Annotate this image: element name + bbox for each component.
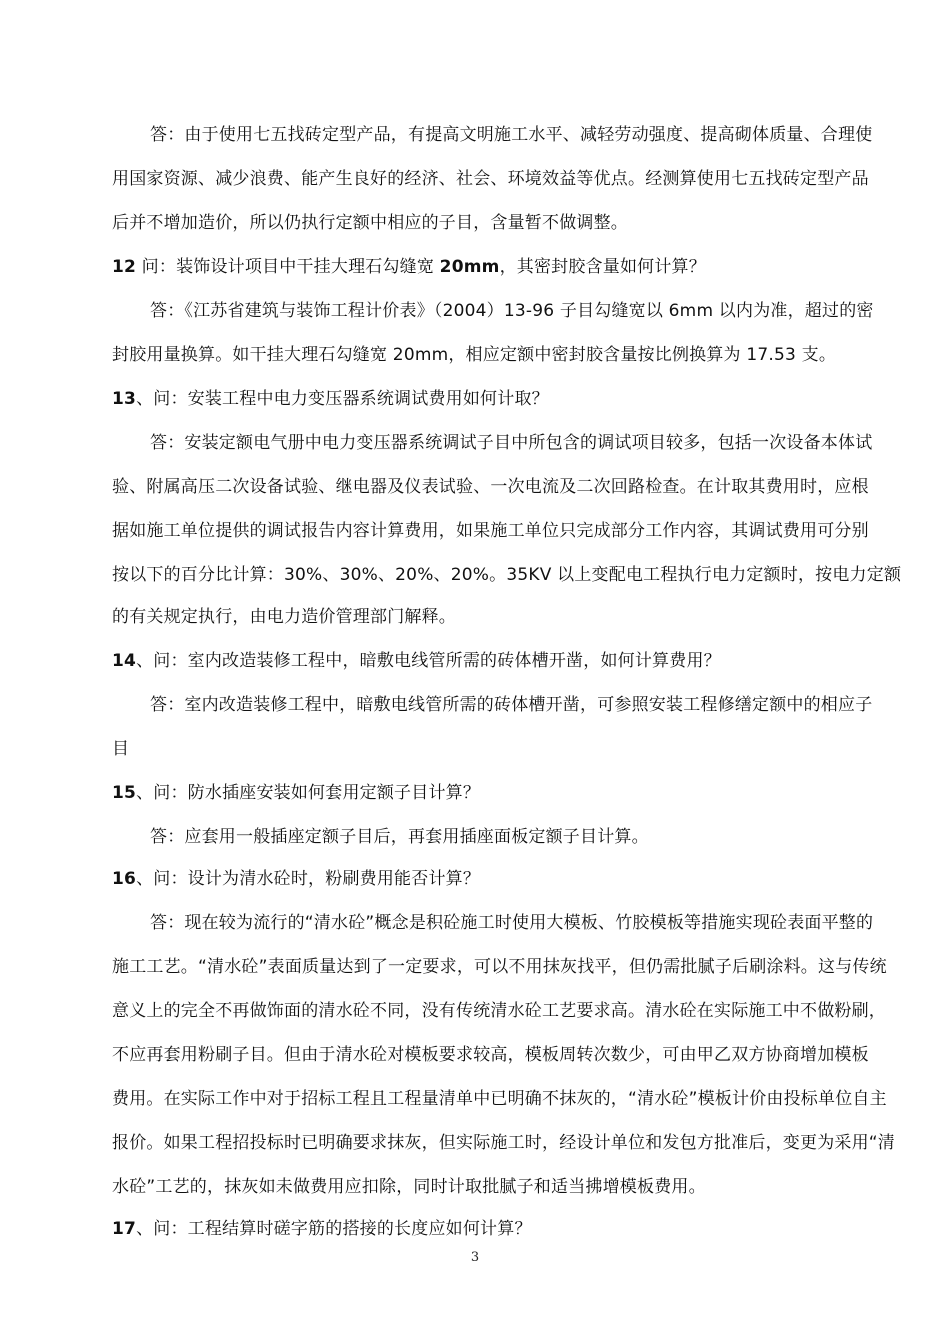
- question-12-text: 问：装饰设计项目中干挂大理石勾缝宽: [136, 257, 440, 277]
- question-14: [112, 650, 862, 672]
- question-12-bold-value: 20mm: [439, 257, 500, 277]
- question-12-text-end: ，其密封胶含量如何计算？: [499, 257, 706, 277]
- answer-13-line-3: 据如施工单位提供的调试报告内容计算费用，如果施工单位只完成部分工作内容，其调试费用可分别: [112, 521, 869, 541]
- question-13: [112, 388, 862, 410]
- answer-14-line-2: 目: [112, 739, 130, 759]
- question-13-number: 13: [112, 389, 137, 409]
- question-14-number: 14: [112, 651, 137, 671]
- answer-11-line-1: 答：由于使用七五找砖定型产品，有提高文明施工水平、减轻劳动强度、提高砌体质量、合理使: [150, 125, 873, 145]
- question-12-number: 12: [112, 257, 137, 277]
- answer-16-line-6: 报价。如果工程招投标时已明确要求抹灰，但实际施工时，经设计单位和发包方批准后，变更为采用“清: [112, 1133, 896, 1153]
- answer-13-line-5: 的有关规定执行，由电力造价管理部门解释。: [112, 607, 456, 627]
- answer-14-line-1: 答：室内改造装修工程中，暗敷电线管所需的砖体槽开凿，可参照安装工程修缮定额中的相应子: [150, 695, 873, 715]
- question-16-text: 、问：设计为清水砼时，粉刷费用能否计算？: [136, 869, 481, 889]
- answer-12-line-2: 封胶用量换算。如干挂大理石勾缝宽 20mm，相应定额中密封胶含量按比例换算为 17.53 支。: [112, 345, 837, 365]
- question-17-text: 、问：工程结算时磋字筋的搭接的长度应如何计算？: [136, 1219, 532, 1239]
- question-17-number: 17: [112, 1219, 137, 1239]
- question-14-text: 、问：室内改造装修工程中，暗敷电线管所需的砖体槽开凿，如何计算费用？: [136, 651, 721, 671]
- question-16: [112, 868, 862, 890]
- question-15-text: 、问：防水插座安装如何套用定额子目计算？: [136, 783, 481, 803]
- answer-16-line-1: 答：现在较为流行的“清水砼”概念是积砼施工时使用大模板、竹胶模板等措施实现砼表面平整的: [150, 913, 874, 933]
- answer-13-line-4: 按以下的百分比计算：30%、30%、20%、20%。35KV 以上变配电工程执行电力定额时，按电力定额: [112, 565, 902, 585]
- question-12: [112, 256, 862, 278]
- answer-16-line-4: 不应再套用粉刷子目。但由于清水砼对模板要求较高，模板周转次数少，可由甲乙双方协商增加模板: [112, 1045, 869, 1065]
- answer-12-line-1: 答：《江苏省建筑与装饰工程计价表》（2004）13-96 子目勾缝宽以 6mm 以内为准，超过的密: [150, 301, 874, 321]
- answer-15-line-1: 答：应套用一般插座定额子目后，再套用插座面板定额子目计算。: [150, 827, 649, 847]
- answer-13-line-1: 答：安装定额电气册中电力变压器系统调试子目中所包含的调试项目较多，包括一次设备本体试: [150, 433, 873, 453]
- question-13-text: 、问：安装工程中电力变压器系统调试费用如何计取？: [136, 389, 549, 409]
- answer-16-line-7: 水砼”工艺的，抹灰如未做费用应扣除，同时计取批腻子和适当拂增模板费用。: [112, 1177, 706, 1197]
- page-number: 3: [470, 1250, 480, 1265]
- question-16-number: 16: [112, 869, 137, 889]
- answer-16-line-5: 费用。在实际工作中对于招标工程且工程量清单中已明确不抹灰的，“清水砼”模板计价由投标单位自主: [112, 1089, 887, 1109]
- answer-16-line-3: 意义上的完全不再做饰面的清水砼不同，没有传统清水砼工艺要求高。清水砼在实际施工中不做粉刷，: [112, 1001, 886, 1021]
- answer-11-line-2: 用国家资源、减少浪费、能产生良好的经济、社会、环境效益等优点。经测算使用七五找砖定型产品: [112, 169, 869, 189]
- question-17: [112, 1218, 862, 1240]
- question-15: [112, 782, 862, 804]
- question-15-number: 15: [112, 783, 137, 803]
- answer-16-line-2: 施工工艺。“清水砼”表面质量达到了一定要求，可以不用抹灰找平，但仍需批腻子后刷涂料。这与传统: [112, 957, 887, 977]
- answer-11-line-3: 后并不增加造价，所以仍执行定额中相应的子目，含量暂不做调整。: [112, 213, 628, 233]
- answer-13-line-2: 验、附属高压二次设备试验、继电器及仪表试验、一次电流及二次回路检查。在计取其费用时，应根: [112, 477, 869, 497]
